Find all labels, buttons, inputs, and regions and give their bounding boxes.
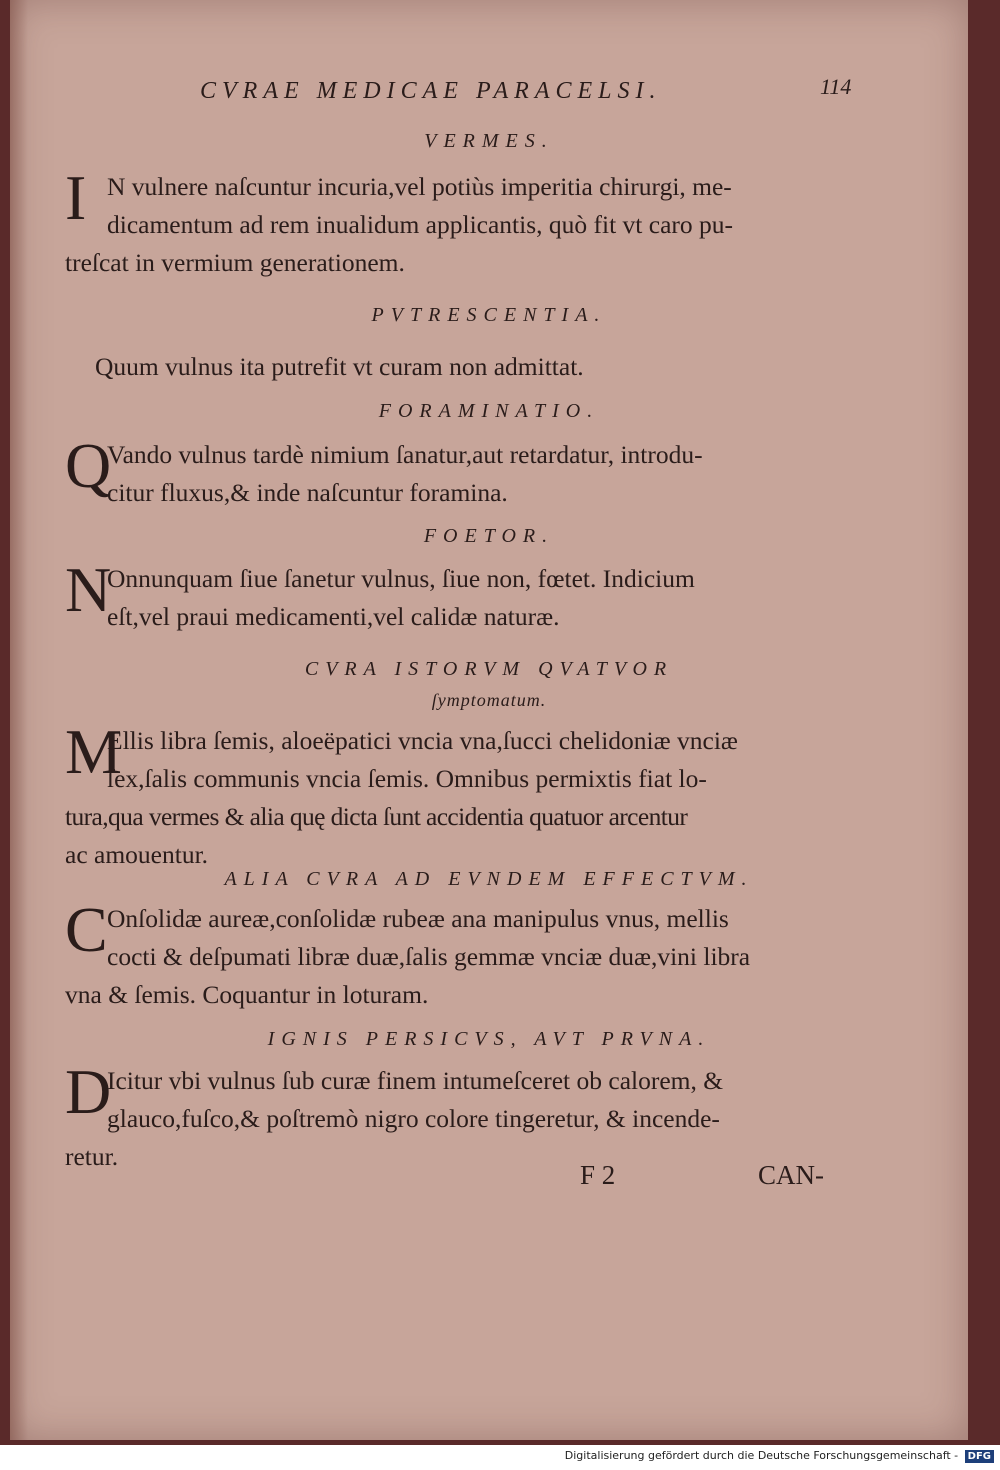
text-line: tura,qua vermes & alia quę dicta ſunt accidentia quatuor arcentur — [65, 802, 688, 831]
dropcap: N — [65, 554, 112, 625]
text-line: eſt,vel praui medicamenti,vel calidæ naturæ. — [107, 602, 560, 631]
section-body-cura-istorum — [65, 716, 855, 874]
section-heading-cura-istorum: CVRA ISTORVM QVATVOR — [304, 658, 674, 680]
text-line: glauco,fuſco,& poſtremò nigro colore tingeretur, & incende- — [107, 1104, 720, 1133]
credit-text: Digitalisierung gefördert durch die Deutsche Forschungsgemeinschaft - — [564, 1449, 959, 1462]
section-body-foraminatio — [65, 430, 855, 512]
signature-mark: F 2 — [580, 1160, 616, 1190]
text-line: Onſolidæ aureæ,conſolidæ rubeæ ana manipulus vnus, mellis — [107, 904, 729, 933]
text-line: retur. — [65, 1142, 119, 1171]
dfg-logo: DFG — [965, 1450, 994, 1463]
section-body-foetor — [65, 554, 855, 636]
section-heading-vermes: VERMES. — [424, 130, 554, 152]
dropcap: I — [65, 162, 87, 233]
section-subheading: ſymptomatum. — [431, 690, 547, 710]
text-line: Quum vulnus ita putrefit vt curam non admittat. — [95, 352, 584, 381]
text-line: ac amouentur. — [65, 840, 209, 869]
dropcap: M — [65, 716, 122, 787]
digitization-credit — [565, 1449, 994, 1463]
section-heading-ignis-persicus: IGNIS PERSICVS, AVT PRVNA. — [267, 1028, 711, 1050]
book-page — [10, 0, 968, 1440]
text-line: Ellis libra ſemis, aloeëpatici vncia vna,ſucci chelidoniæ vnciæ — [107, 726, 738, 755]
dropcap: C — [65, 894, 108, 965]
section-body-vermes — [65, 162, 855, 282]
section-heading-foetor: FOETOR. — [423, 525, 555, 547]
text-line: treſcat in vermium generationem. — [65, 248, 405, 277]
text-line: Vando vulnus tardè nimium ſanatur,aut retardatur, introdu- — [107, 440, 703, 469]
catchword: CAN- — [758, 1160, 824, 1190]
section-heading-alia-cura: ALIA CVRA AD EVNDEM EFFECTVM. — [224, 868, 754, 890]
text-line: dicamentum ad rem inualidum applicantis, quò fit vt caro pu- — [107, 210, 733, 239]
text-line: N vulnere naſcuntur incuria,vel potiùs imperitia chirurgi, me- — [107, 172, 732, 201]
running-head: CVRAE MEDICAE PARACELSI. — [200, 78, 662, 104]
section-heading-foraminatio: FORAMINATIO. — [378, 400, 600, 422]
text-line: citur fluxus,& inde naſcuntur foramina. — [107, 478, 508, 507]
text-line: vna & ſemis. Coquantur in loturam. — [65, 980, 429, 1009]
dropcap: Q — [65, 430, 112, 501]
text-line: Icitur vbi vulnus ſub curæ finem intumeſceret ob calorem, & — [107, 1066, 724, 1095]
text-line: cocti & deſpumati libræ duæ,ſalis gemmæ vnciæ duæ,vini libra — [107, 942, 751, 971]
dropcap: D — [65, 1056, 112, 1127]
section-body-putrescentia — [95, 348, 885, 386]
page-number: 114 — [820, 74, 852, 99]
text-line: ſex,ſalis communis vncia ſemis. Omnibus permixtis fiat lo- — [107, 764, 707, 793]
text-line: Onnunquam ſiue ſanetur vulnus, ſiue non, fœtet. Indicium — [107, 564, 695, 593]
section-body-alia-cura — [65, 894, 855, 1014]
section-body-ignis-persicus — [65, 1056, 855, 1176]
section-heading-putrescentia: PVTRESCENTIA. — [371, 304, 607, 326]
